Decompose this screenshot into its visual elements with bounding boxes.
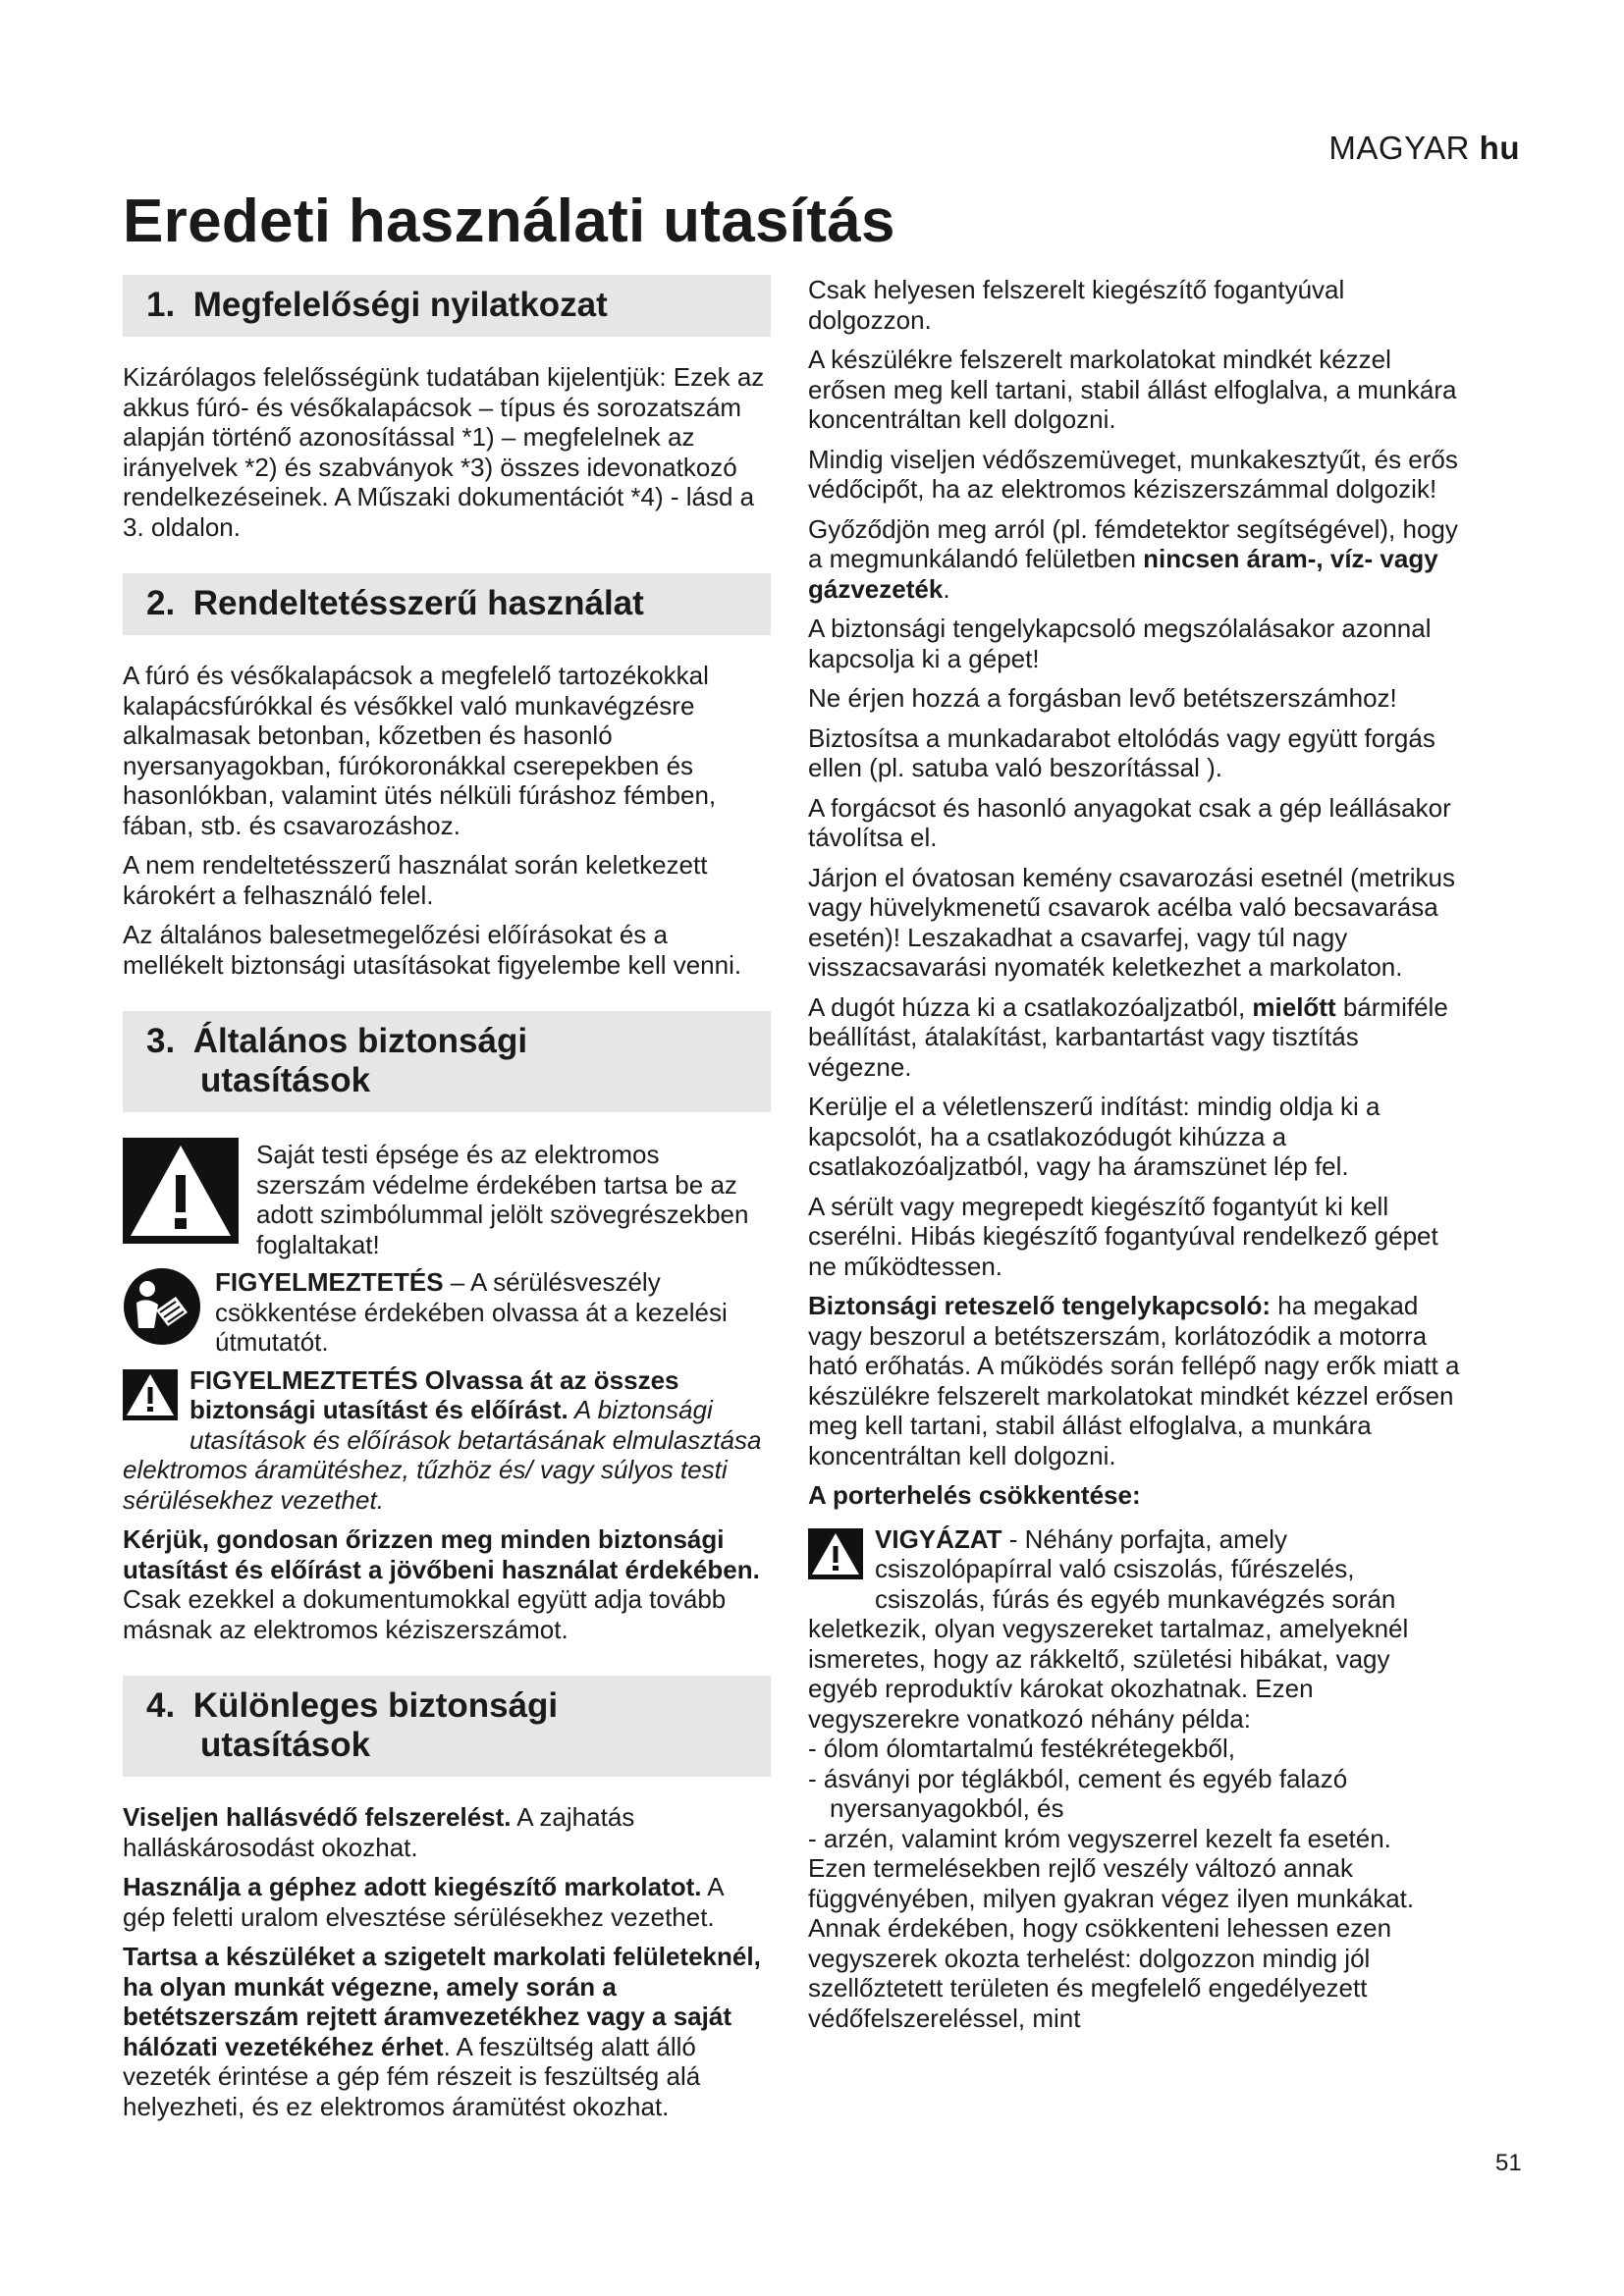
- read-all-warning-italic: A biztonsági utasítások és előírások betartásának elmulasztása elektromos áramütéshez, tűzhöz és/ vagy súlyos testi sérülésekhez vezethet.: [123, 1395, 762, 1515]
- s2-paragraph-2: A nem rendeltetésszerű használat során keletkezett károkért a felhasználó felel.: [123, 850, 708, 910]
- right-column: [808, 275, 1460, 2043]
- pass-on-note: Csak ezekkel a dokumentumokkal együtt adja tovább másnak az elektromos kéziszerszámot.: [123, 1584, 727, 1644]
- language-label: [1328, 130, 1520, 167]
- page-number: 51: [1495, 2150, 1522, 2176]
- s2-paragraph-3: Az általános balesetmegelőzési előírásokat és a mellékelt biztonsági utasításokat figyelembe kell venni.: [123, 920, 742, 980]
- warning-triangle-icon: [123, 1369, 178, 1427]
- language-word: MAGYAR: [1328, 130, 1470, 166]
- section-3-heading: [123, 1011, 771, 1112]
- warning-body: – A sérülésveszély csökkentése érdekében olvassa át a kezelési útmutatót.: [215, 1267, 728, 1357]
- final-paragraph: Ezen termelésekben rejlő veszély változó annak függvényében, milyen gyakran végez ilyen munkákat. Annak érdekében, hogy csökkenteni lehessen ezen vegyszerek okozta terhelést: dolgozzon mindig jól szellőztetett területen és megfelelő engedélyezett védőfelszereléssel, mint: [808, 1853, 1415, 2033]
- warning-text: Saját testi épsége és az elektromos szerszám védelme érdekében tartsa be az adott szimbólummal jelölt szövegrészekben foglaltakat!: [256, 1140, 749, 1259]
- r-paragraph-9: Járjon el óvatosan kemény csavarozási esetnél (metrikus vagy hüvelykmenetű csavarok acélba való becsavarása esetén)! Leszakadhat a csavarfej, vagy túl nagy visszacsavarási nyomaték keletkezhet a markolaton.: [808, 862, 1455, 982]
- r-paragraph-7: Biztosítsa a munkadarabot eltolódás vagy együtt forgás ellen (pl. satuba való beszorítással ).: [808, 722, 1435, 782]
- bold-text: mielőtt: [1252, 991, 1336, 1022]
- dust-heading-text: A porterhelés csökkentése:: [808, 1480, 1141, 1510]
- dust-heading: [808, 1480, 1460, 1511]
- section-title: Megfelelőségi nyilatkozat: [192, 286, 608, 324]
- section-number: 4.: [146, 1686, 176, 1725]
- r-paragraph-6: Ne érjen hozzá a forgásban levő betétszerszámhoz!: [808, 683, 1397, 713]
- general-warning-note: [123, 1138, 771, 1259]
- list-item: - arzén, valamint króm vegyszerrel kezelt fa esetén.: [808, 1823, 1391, 1853]
- section-title-line-2: utasítások: [200, 1726, 371, 1764]
- section-title: Rendeltetésszerű használat: [192, 584, 644, 622]
- r-paragraph-1: Csak helyesen felszerelt kiegészítő fogantyúval dolgozzon.: [808, 275, 1345, 335]
- body-text: .: [943, 573, 950, 604]
- r-paragraph-4: [808, 514, 1460, 605]
- section-title-line-1: Általános biztonsági: [192, 1022, 528, 1060]
- read-manual-text: [215, 1267, 771, 1358]
- body-text: bármiféle beállítást, átalakítást, karbantartást vagy tisztítás végezne.: [808, 991, 1448, 1082]
- bold-lead: Tartsa a készüléket a szigetelt markolati felületeknél, ha olyan munkát végezne, amely során a betétszerszám rejtett áramvezetékhez vagy a saját hálózati vezetékéhez érhet: [123, 1942, 761, 2061]
- r-paragraph-12: A sérült vagy megrepedt kiegészítő fogantyút ki kell cserélni. Hibás kiegészítő fogantyúval rendelkező gépet ne működtessen.: [808, 1191, 1438, 1281]
- section-number: 1.: [146, 286, 176, 324]
- section-4-heading: [123, 1676, 771, 1777]
- warning-label: FIGYELMEZTETÉS: [215, 1267, 444, 1297]
- r-paragraph-8: A forgácsot és hasonló anyagokat csak a gép leállásakor távolítsa el.: [808, 792, 1451, 852]
- body-text: A zajhatás halláskárosodást okozhat.: [123, 1802, 635, 1862]
- dust-warning: [808, 1524, 1460, 1735]
- page-title: Eredeti használati utasítás: [123, 187, 895, 255]
- section-number: 3.: [146, 1022, 176, 1060]
- read-all-warning-bold: FIGYELMEZTETÉS Olvassa át az összes biztonsági utasítást és előírást.: [189, 1364, 679, 1424]
- r-paragraph-13: [808, 1291, 1460, 1470]
- r-paragraph-11: Kerülje el a véletlenszerű indítást: mindig oldja ki a kapcsolót, ha a csatlakozódugót kihúzza a csatlakozóaljzatból, vagy ha áramszünet lép fel.: [808, 1092, 1380, 1181]
- s4-paragraph-2: [123, 1872, 771, 1932]
- read-all-warning: [123, 1365, 771, 1516]
- body-text: A dugót húzza ki a csatlakozóaljzatból,: [808, 991, 1253, 1022]
- bold-lead: Használja a géphez adott kiegészítő markolatot.: [123, 1872, 702, 1901]
- s4-paragraph-3: [123, 1942, 771, 2121]
- read-manual-warning: [123, 1267, 771, 1358]
- dust-warning-body: - Néhány porfajta, amely csiszolópapírral való csiszolás, fűrészelés, csiszolás, fúrás és egyéb munkavégzés során keletkezik, olyan vegyszereket tartalmaz, amelyeknél ismeretes, hogy az rákkeltő, születési hibákat, vagy egyéb reproduktív károkat okozhatnak. Ezen vegyszerekre vonatkozó néhány példa:: [808, 1523, 1409, 1734]
- bold-text: nincsen áram-, víz- vagy gázvezeték: [808, 544, 1438, 604]
- body-text: . A feszültség alatt álló vezeték érintése a gép fém részeit is feszültség alá helyezheti, és ez elektromos áramütést okozhat.: [123, 2031, 701, 2121]
- body-text: A gép feletti uralom elvesztése sérülésekhez vezethet.: [123, 1872, 724, 1932]
- bold-lead: Viseljen hallásvédő felszerelést.: [123, 1802, 512, 1832]
- body-text: ha megakad vagy beszorul a betétszerszám, korlátozódik a motorra ható erőhatás. A működés során fellépő nagy erők miatt a készülékre felszerelt markolatokat mindkét kézzel erősen meg kell tartani, stabil állást elfoglalva, a munkára koncentráltan kell dolgozni.: [808, 1291, 1460, 1470]
- section-1-heading: [123, 275, 771, 337]
- language-code: hu: [1479, 130, 1520, 166]
- read-manual-icon: [123, 1267, 201, 1353]
- s2-paragraph-1: A fúró és vésőkalapácsok a megfelelő tartozékokkal kalapácsfúrókkal és vésőkkel való munkavégzésre alkalmasak betonban, kőzetben és hasonló nyersanyagokban, fúrókoronákkal cserepekben és hasonlókban, valamint ütés nélküli fúráshoz fémben, fában, stb. és csavarozáshoz.: [123, 661, 717, 840]
- list-item: - ólom ólomtartalmú festékrétegekből,: [808, 1734, 1235, 1763]
- r-paragraph-2: A készülékre felszerelt markolatokat mindkét kézzel erősen meg kell tartani, stabil állást elfoglalva, a munkára koncentráltan kell dolgozni.: [808, 345, 1457, 434]
- dust-warning-label: VIGYÁZAT: [875, 1523, 1002, 1554]
- warning-triangle-icon: [123, 1138, 239, 1251]
- warning-triangle-icon: [808, 1528, 863, 1586]
- r-paragraph-3: Mindig viseljen védőszemüveget, munkakesztyűt, és erős védőcipőt, ha az elektromos kéziszerszámmal dolgozik!: [808, 444, 1458, 504]
- left-column: [123, 275, 771, 2131]
- s1-paragraph: Kizárólagos felelősségünk tudatában kijelentjük: Ezek az akkus fúró- és vésőkalapácsok – típus és sorozatszám alapján történő azonosítással *1) – megfelelnek az irányelvek *2) és szabványok *3) összes idevonatkozó rendelkezéseinek. A Műszaki dokumentációt *4) - lásd a 3. oldalon.: [123, 362, 765, 542]
- keep-instructions-bold: Kérjük, gondosan őrizzen meg minden biztonsági utasítást és előírást a jövőbeni használat érdekében.: [123, 1524, 760, 1584]
- section-title-line-2: utasítások: [200, 1061, 371, 1099]
- r-paragraph-10: [808, 992, 1460, 1083]
- r-paragraph-5: A biztonsági tengelykapcsoló megszólalásakor azonnal kapcsolja ki a gépet!: [808, 614, 1432, 673]
- section-number: 2.: [146, 584, 176, 622]
- section-title-line-1: Különleges biztonsági: [192, 1686, 559, 1725]
- keep-instructions: [123, 1524, 771, 1584]
- bold-lead: Biztonsági reteszelő tengelykapcsoló:: [808, 1291, 1272, 1320]
- section-2-heading: [123, 573, 771, 635]
- hazard-list: [808, 1734, 1460, 1853]
- s4-paragraph-1: [123, 1802, 771, 1862]
- body-text: Győződjön meg arról (pl. fémdetektor segítségével), hogy a megmunkálandó felületben: [808, 513, 1458, 573]
- list-item: - ásványi por téglákból, cement és egyéb falazó nyersanyagokból, és: [808, 1763, 1348, 1823]
